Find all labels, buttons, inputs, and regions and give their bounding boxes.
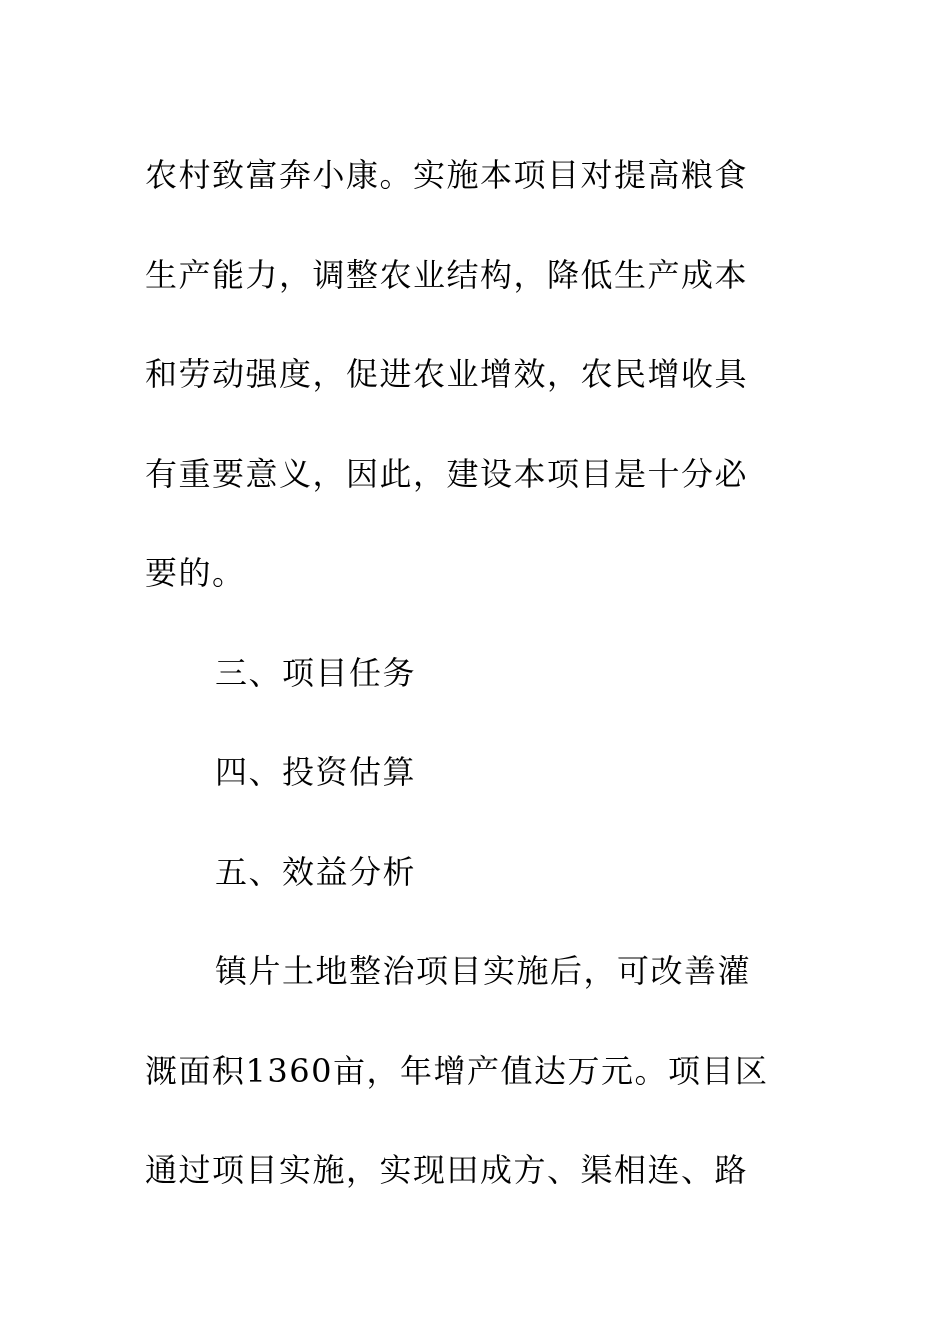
- benefit-paragraph-line-1: 镇片土地整治项目实施后，可改善灌: [215, 952, 752, 990]
- section-heading-project-tasks: 三、项目任务: [215, 653, 417, 692]
- paragraph-line-1: 农村致富奔小康。实施本项目对提高粮食: [145, 156, 749, 194]
- document-body: [145, 126, 805, 1221]
- benefit-paragraph-line-3: 通过项目实施，实现田成方、渠相连、路: [145, 1151, 749, 1189]
- paragraph-line-3: 和劳动强度，促进农业增效，农民增收具: [145, 355, 749, 393]
- section-heading-benefit-analysis: 五、效益分析: [215, 852, 417, 891]
- section-heading-investment-estimate: 四、投资估算: [215, 753, 417, 791]
- paragraph-line-5: 要的。: [145, 554, 246, 592]
- paragraph-line-4: 有重要意义，因此，建设本项目是十分必: [145, 454, 749, 493]
- benefit-paragraph-line-2: 溉面积1360亩，年增产值达万元。项目区: [145, 1051, 769, 1090]
- paragraph-line-2: 生产能力，调整农业结构，降低生产成本: [145, 255, 749, 294]
